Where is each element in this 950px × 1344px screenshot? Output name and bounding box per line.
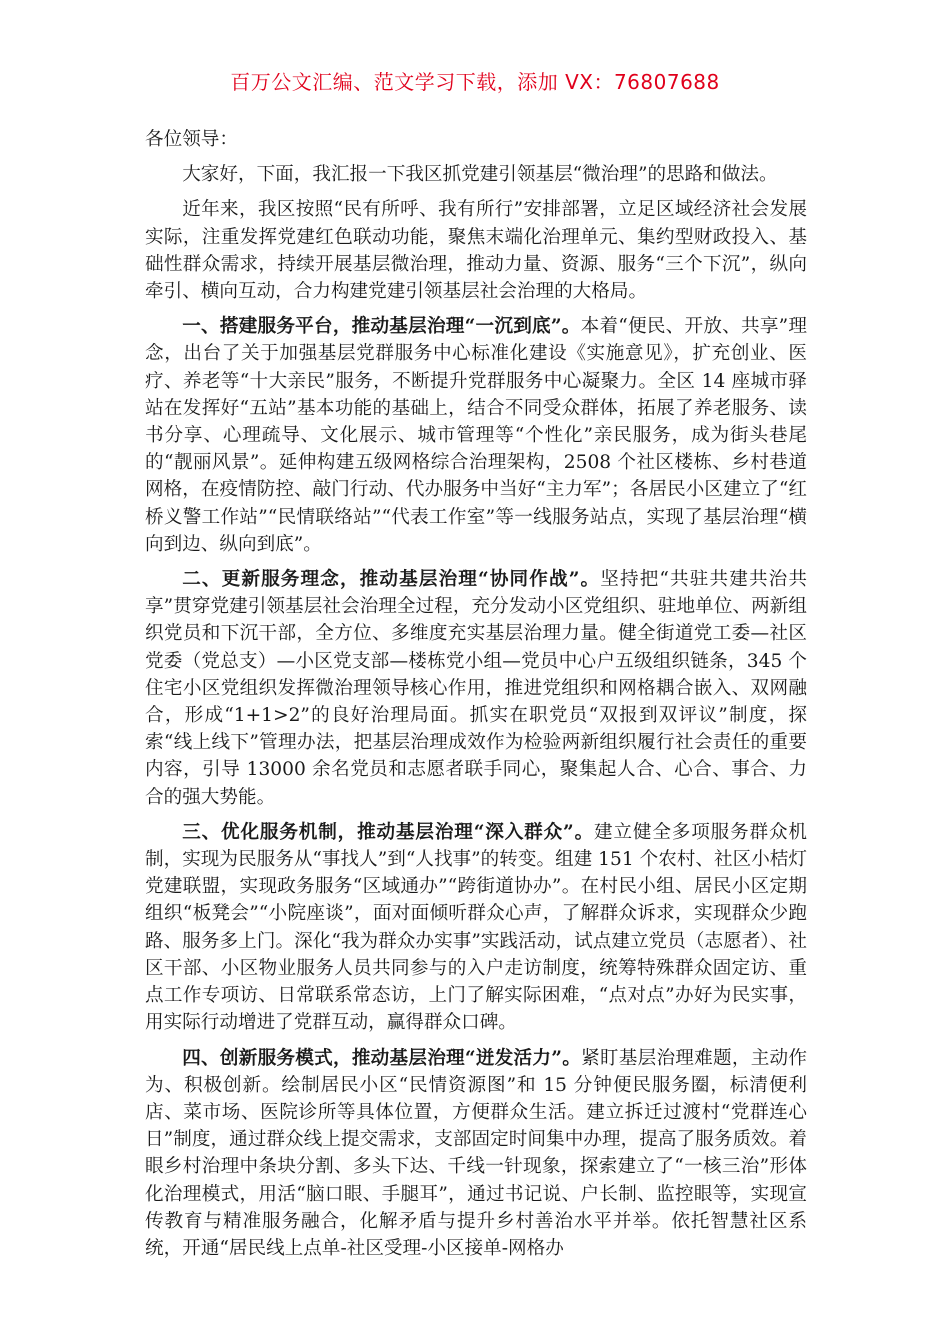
section-body: 建立健全多项服务群众机制，实现为民服务从“事找人”到“人找事”的转变。组建 151 个农村、社区小桔灯党建联盟，实现政务服务“区域通办”“跨街道协办”。在村民小组、居民小区定期组织“板凳会”“小院座谈”，面对面倾听群众心声，了解群众诉求，实现群众少跑路、服务多上门。深化“我为群众办实事”实践活动，试点建立党员（志愿者）、社区干部、小区物业服务人员共同参与的入户走访制度，统筹特殊群众固定访、重点工作专项访、日常联系常态访，上门了解实际困难，“点对点”办好为民实事，用实际行动增进了党群互动，赢得群众口碑。 <box>145 821 807 1034</box>
section-heading: 二、更新服务理念，推动基层治理“协同作战”。 <box>182 569 601 591</box>
section-body: 坚持把“共驻共建共治共享”贯穿党建引领基层社会治理全过程，充分发动小区党组织、驻地单位、两新组织党员和下沉干部，全方位、多维度充实基层治理力量。健全街道党工委—社区党委（党总支）—小区党支部—楼栋党小组—党员中心户五级组织链条，345 个住宅小区党组织发挥微治理领导核心作用，推进党组织和网格耦合嵌入、双网融合，形成“1+1>2”的良好治理局面。抓实在职党员“双报到双评议”制度，探索“线上线下”管理办法，把基层治理成效作为检验两新组织履行社会责任的重要内容，引导 13000 余名党员和志愿者联手同心，聚集起人合、心合、事合、力合的强大势能。 <box>145 569 807 808</box>
section-paragraph <box>145 313 807 558</box>
section-body: 本着“便民、开放、共享”理念，出台了关于加强基层党群服务中心标准化建设《实施意见》，扩充创业、医疗、养老等“十大亲民”服务，不断提升党群服务中心凝聚力。全区 14 座城市驿站在发挥好“五站”基本功能的基础上，结合不同受众群体，拓展了养老服务、读书分享、心理疏导、文化展示、城市管理等“个性化”亲民服务，成为街头巷尾的“靓丽风景”。延伸构建五级网格综合治理架构，2508 个社区楼栋、乡村巷道网格，在疫情防控、敲门行动、代办服务中当好“主力军”；各居民小区建立了“红桥义警工作站”“民情联络站”“代表工作室”等一线服务站点，实现了基层治理“横向到边、纵向到底”。 <box>145 316 807 555</box>
section-heading: 一、搭建服务平台，推动基层治理“一沉到底”。 <box>182 316 581 338</box>
greeting-paragraph: 大家好，下面，我汇报一下我区抓党建引领基层“微治理”的思路和做法。 <box>182 164 778 186</box>
document-body <box>145 126 807 1270</box>
section-heading: 三、优化服务机制，推动基层治理“深入群众”。 <box>182 821 595 843</box>
intro-paragraph: 近年来，我区按照“民有所呼、我有所行”安排部署，立足区域经济社会发展实际，注重发挥党建红色联动功能，聚焦末端化治理单元、集约型财政投入、基础性群众需求，持续开展基层微治理，推动力量、资源、服务“三个下沉”，纵向牵引、横向互动，合力构建党建引领基层社会治理的大格局。 <box>145 199 807 303</box>
salutation: 各位领导： <box>145 129 238 150</box>
section-paragraph <box>145 1045 807 1263</box>
section-body: 紧盯基层治理难题，主动作为、积极创新。绘制居民小区“民情资源图”和 15 分钟便民服务圈，标清便利店、菜市场、医院诊所等具体位置，方便群众生活。建立拆迁过渡村“党群连心日”制度，通过群众线上提交需求，支部固定时间集中办理，提高了服务质效。着眼乡村治理中条块分割、多头下达、千线一针现象，探索建立了“一核三治”形体化治理模式，用活“脑口眼、手腿耳”，通过书记说、户长制、监控眼等，实现宣传教育与精准服务融合，化解矛盾与提升乡村善治水平并举。依托智慧社区系统，开通“居民线上点单-社区受理-小区接单-网格办 <box>145 1047 807 1259</box>
section-heading: 四、创新服务模式，推动基层治理“迸发活力”。 <box>182 1047 582 1069</box>
section-paragraph <box>145 566 807 811</box>
section-paragraph <box>145 819 807 1037</box>
header-banner: 百万公文汇编、范文学习下载，添加 VX：76807688 <box>230 70 720 94</box>
